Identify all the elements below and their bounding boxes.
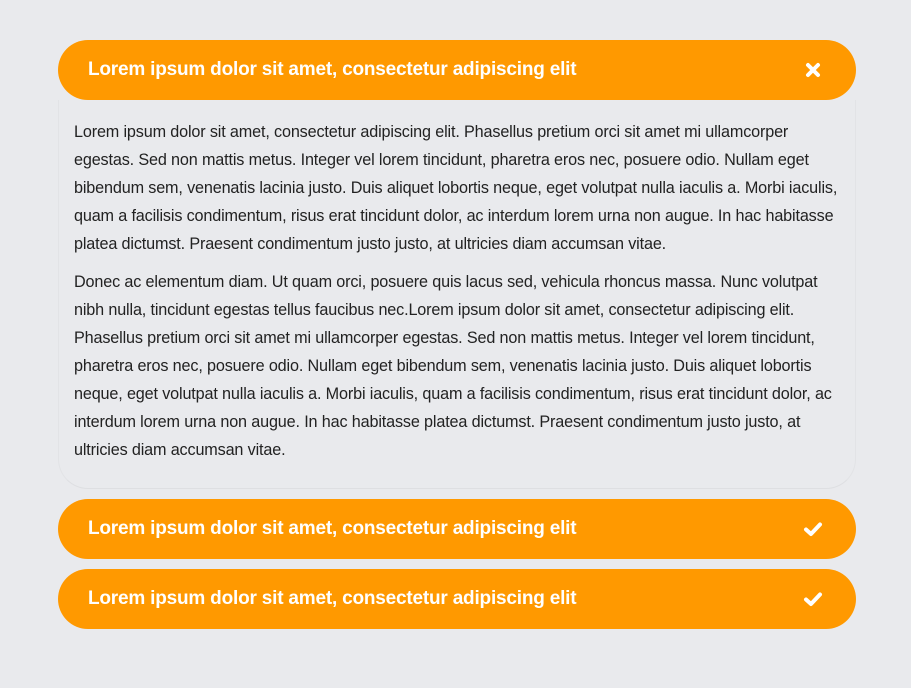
accordion-title: Lorem ipsum dolor sit amet, consectetur adipiscing elit <box>88 518 577 539</box>
accordion-item-3 <box>58 569 856 629</box>
accordion-header-3[interactable] <box>58 569 856 629</box>
panel-paragraph: Lorem ipsum dolor sit amet, consectetur adipiscing elit. Phasellus pretium orci sit amet mi ullamcorper egestas. Sed non mattis metus. Integer vel lorem tincidunt, pharetra eros nec, posuere odio. Nullam eget bibendum sem, venenatis lacinia justo. Duis aliquet lobortis neque, eget volutpat nulla iaculis a. Morbi iaculis, quam a facilisis condimentum, risus erat tincidunt dolor, ac interdum lorem urna non augue. In hac habitasse platea dictumst. Praesent condimentum justo justo, at ultricies diam accumsan vitae. <box>74 123 838 253</box>
check-icon[interactable] <box>803 589 823 609</box>
accordion-title: Lorem ipsum dolor sit amet, consectetur adipiscing elit <box>88 59 577 80</box>
accordion-title: Lorem ipsum dolor sit amet, consectetur adipiscing elit <box>88 588 577 609</box>
accordion-header-1[interactable] <box>58 40 856 100</box>
accordion <box>58 40 856 639</box>
accordion-item-1 <box>58 40 856 489</box>
accordion-item-2 <box>58 499 856 559</box>
close-icon[interactable] <box>803 60 823 80</box>
check-icon[interactable] <box>803 519 823 539</box>
panel-paragraph: Donec ac elementum diam. Ut quam orci, posuere quis lacus sed, vehicula rhoncus massa. Nunc volutpat nibh nulla, tincidunt egestas tellus faucibus nec.Lorem ipsum dolor sit amet, consectetur adipiscing elit. Phasellus pretium orci sit amet mi ullamcorper egestas. Sed non mattis metus. Integer vel lorem tincidunt, pharetra eros nec, posuere odio. Nullam eget bibendum sem, venenatis lacinia justo. Duis aliquet lobortis neque, eget volutpat nulla iaculis a. Morbi iaculis, quam a facilisis condimentum, risus erat tincidunt dolor, ac interdum lorem urna non augue. In hac habitasse platea dictumst. Praesent condimentum justo justo, at ultricies diam accumsan vitae. <box>74 273 832 459</box>
accordion-header-2[interactable] <box>58 499 856 559</box>
accordion-panel-1 <box>58 100 856 489</box>
